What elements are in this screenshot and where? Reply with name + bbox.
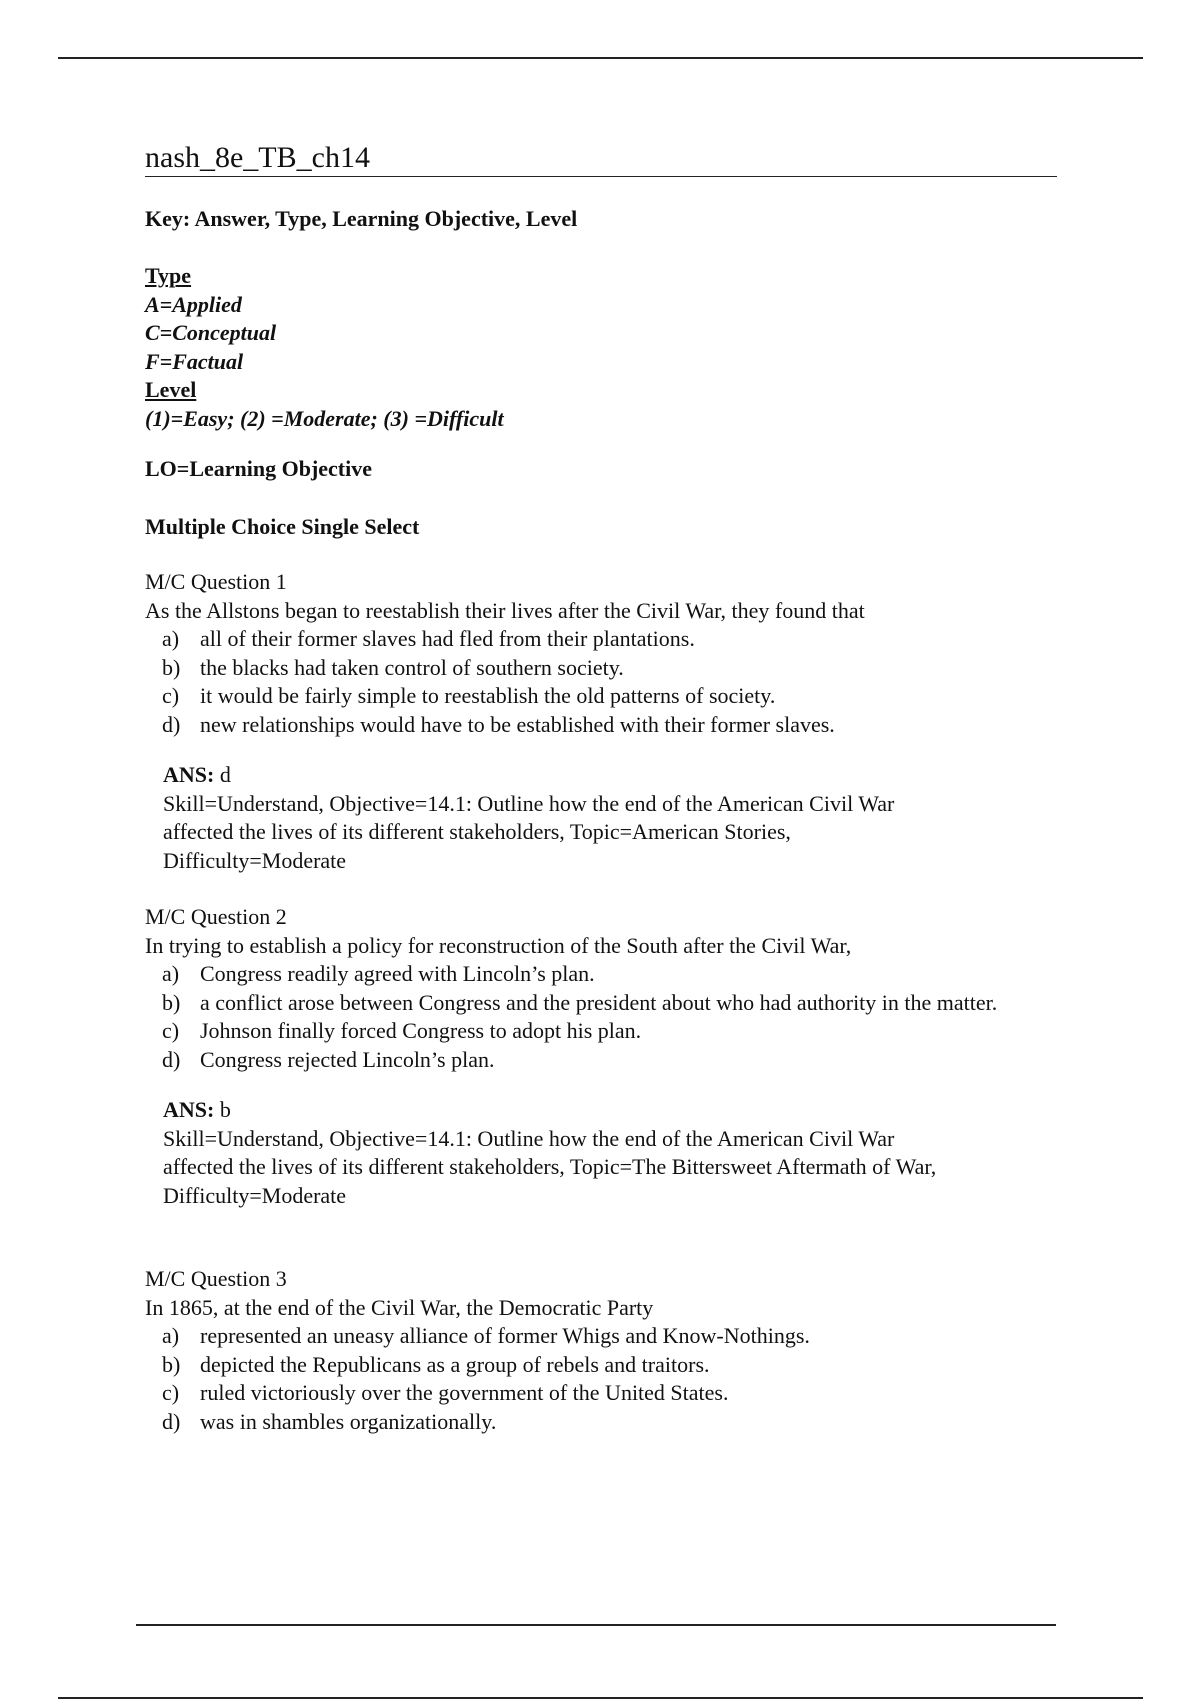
choice-text: new relationships would have to be established with their former slaves.: [200, 711, 835, 737]
question-2: [145, 903, 1060, 1210]
choice-letter: c): [162, 1018, 180, 1043]
question-label: M/C Question 1: [145, 569, 287, 594]
choice-a: [145, 1322, 1060, 1351]
choice-letter: a): [162, 961, 180, 986]
question-stem: In trying to establish a policy for reconstruction of the South after the Civil War,: [145, 932, 852, 958]
level-items: (1)=Easy; (2) =Moderate; (3) =Difficult: [145, 405, 504, 431]
choice-letter: d): [162, 1408, 181, 1434]
choice-text: represented an uneasy alliance of former Whigs and Know-Nothings.: [200, 1323, 810, 1348]
question-stem: In 1865, at the end of the Civil War, the Democratic Party: [145, 1294, 654, 1320]
type-item-conceptual: C=Conceptual: [145, 320, 277, 345]
choice-a: [145, 625, 1060, 654]
choice-text: all of their former slaves had fled from their plantations.: [200, 626, 695, 651]
footer-rule: [136, 1624, 1056, 1626]
answer-key: ANS:: [163, 1097, 215, 1122]
choice-b: [145, 654, 1060, 683]
choice-text: Congress readily agreed with Lincoln’s plan.: [200, 961, 595, 986]
choice-d: [145, 711, 1060, 740]
type-item-factual: F=Factual: [145, 348, 244, 374]
question-stem: As the Allstons began to reestablish their lives after the Civil War, they found that: [145, 597, 865, 623]
choice-list: [145, 960, 1060, 1074]
choice-letter: b): [162, 989, 181, 1015]
choice-text: a conflict arose between Congress and the president about who had authority in the matter.: [200, 989, 998, 1015]
question-label: M/C Question 3: [145, 1266, 287, 1291]
choice-c: [145, 682, 1060, 711]
choice-c: [145, 1379, 1060, 1408]
type-heading: Type: [145, 263, 192, 288]
answer-line: [163, 761, 1060, 790]
choice-text: Congress rejected Lincoln’s plan.: [200, 1046, 495, 1072]
question-1: [145, 568, 1060, 875]
choice-letter: c): [162, 1380, 180, 1405]
choice-text: it would be fairly simple to reestablish the old patterns of society.: [200, 683, 776, 708]
document-title: nash_8e_TB_ch14: [145, 140, 1057, 177]
choice-letter: b): [162, 654, 181, 680]
answer-block: [145, 1096, 1060, 1210]
answer-meta-line: Skill=Understand, Objective=14.1: Outline how the end of the American Civil War: [163, 790, 895, 816]
section-heading: Multiple Choice Single Select: [145, 514, 420, 539]
answer-meta-line: Difficulty=Moderate: [163, 1182, 347, 1208]
choice-list: [145, 1322, 1060, 1436]
answer-block: [145, 761, 1060, 875]
bottom-rule: [58, 1697, 1143, 1699]
choice-text: ruled victoriously over the government of the United States.: [200, 1380, 729, 1405]
choice-letter: c): [162, 683, 180, 708]
choice-list: [145, 625, 1060, 739]
choice-a: [145, 960, 1060, 989]
choice-letter: d): [162, 711, 181, 737]
choice-d: [145, 1046, 1060, 1075]
choice-text: was in shambles organizationally.: [200, 1408, 497, 1434]
choice-text: depicted the Republicans as a group of rebels and traitors.: [200, 1351, 710, 1377]
choice-text: Johnson finally forced Congress to adopt his plan.: [200, 1018, 642, 1043]
choice-b: [145, 989, 1060, 1018]
key-line: Key: Answer, Type, Learning Objective, Level: [145, 206, 578, 231]
choice-text: the blacks had taken control of southern society.: [200, 654, 624, 680]
answer-line: [163, 1096, 1060, 1125]
type-item-applied: A=Applied: [145, 291, 242, 317]
answer-value: d: [219, 762, 231, 787]
question-label: M/C Question 2: [145, 904, 287, 929]
choice-d: [145, 1408, 1060, 1437]
choice-letter: d): [162, 1046, 181, 1072]
level-heading: Level: [145, 377, 197, 402]
answer-meta-line: Skill=Understand, Objective=14.1: Outline how the end of the American Civil War: [163, 1125, 895, 1151]
answer-key: ANS:: [163, 762, 215, 787]
choice-letter: a): [162, 1323, 180, 1348]
answer-value: b: [219, 1097, 231, 1122]
answer-meta-line: affected the lives of its different stakeholders, Topic=American Stories,: [163, 819, 791, 844]
answer-meta-line: Difficulty=Moderate: [163, 847, 347, 873]
question-3: [145, 1265, 1060, 1436]
lo-line: LO=Learning Objective: [145, 456, 373, 481]
choice-letter: a): [162, 626, 180, 651]
choice-b: [145, 1351, 1060, 1380]
choice-letter: b): [162, 1351, 181, 1377]
choice-c: [145, 1017, 1060, 1046]
legend: [145, 262, 504, 433]
answer-meta-line: affected the lives of its different stakeholders, Topic=The Bittersweet Aftermath of War,: [163, 1154, 937, 1179]
top-rule: [58, 57, 1143, 59]
